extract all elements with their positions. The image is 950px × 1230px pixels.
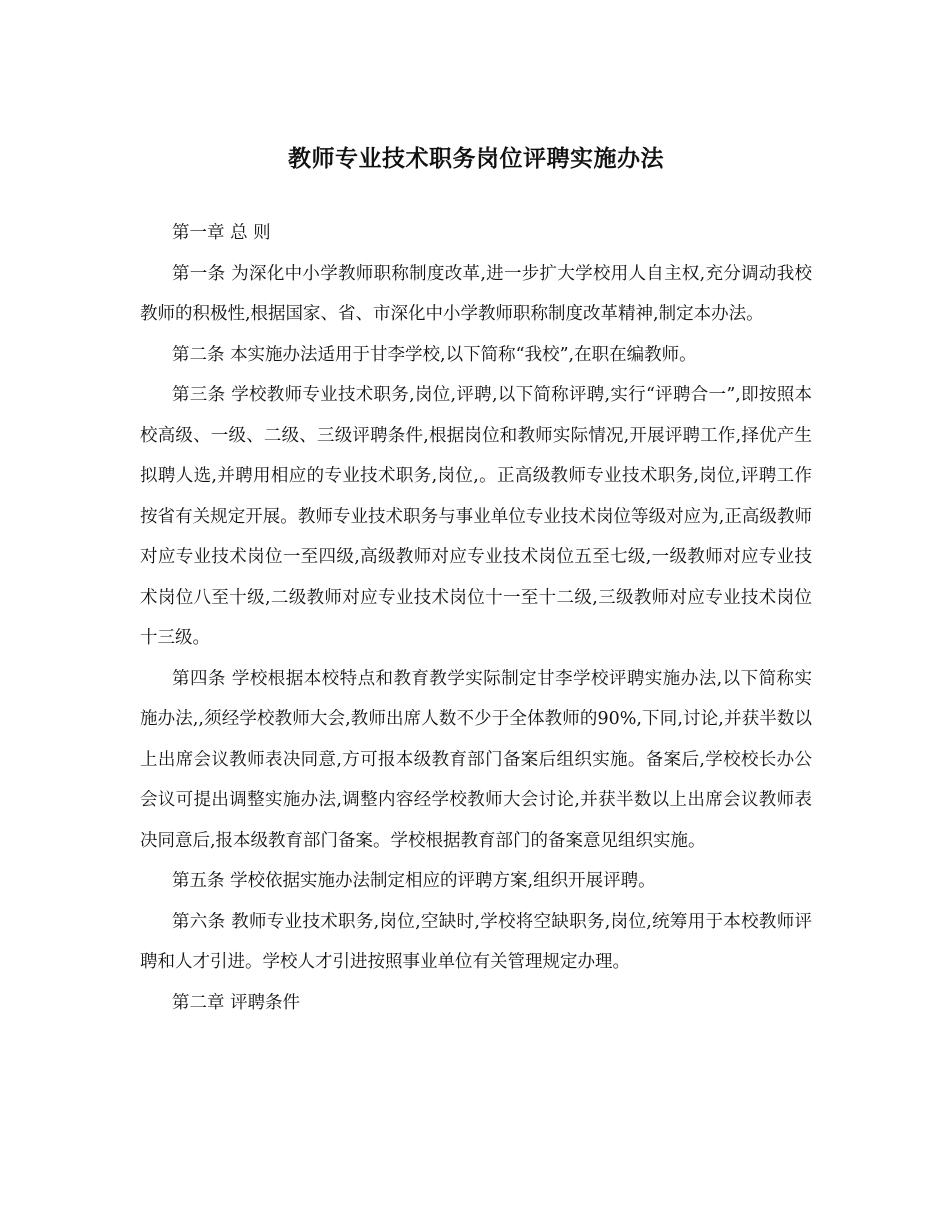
article-paragraph: 第六条 教师专业技术职务,岗位,空缺时,学校将空缺职务,岗位,统筹用于本校教师评聘和人才引进。学校人才引进按照事业单位有关管理规定办理。 — [140, 911, 812, 972]
article-paragraph: 第二条 本实施办法适用于甘李学校,以下简称“我校”,在职在编教师。 — [172, 344, 697, 365]
document-page — [140, 0, 812, 1023]
article-paragraph: 第三条 学校教师专业技术职务,岗位,评聘,以下简称评聘,实行“评聘合一”,即按照本校高级、一级、二级、三级评聘条件,根据岗位和教师实际情况,开展评聘工作,择优产生拟聘人选,并聘用相应的专业技术职务,岗位,。正高级教师专业技术职务,岗位,评聘工作按省有关规定开展。教师专业技术职务与事业单位专业技术岗位等级对应为,正高级教师对应专业技术岗位一至四级,高级教师对应专业技术岗位五至七级,一级教师对应专业技术岗位八至十级,二级教师对应专业技术岗位十一至十二级,三级教师对应专业技术岗位十三级。 — [140, 385, 812, 648]
document-title: 教师专业技术职务岗位评聘实施办法 — [288, 145, 664, 172]
article-paragraph: 第五条 学校依据实施办法制定相应的评聘方案,组织开展评聘。 — [172, 871, 656, 891]
document-body — [140, 213, 812, 1023]
chapter-heading: 第二章 评聘条件 — [172, 992, 301, 1013]
chapter-heading: 第一章 总 则 — [172, 223, 271, 243]
article-paragraph: 第四条 学校根据本校特点和教育教学实际制定甘李学校评聘实施办法,以下简称实施办法,,须经学校教师大会,教师出席人数不少于全体教师的90%,下同,讨论,并获半数以上出席会议教师表决同意,方可报本级教育部门备案后组织实施。备案后,学校校长办公会议可提出调整实施办法,调整内容经学校教师大会讨论,并获半数以上出席会议教师表决同意后,报本级教育部门备案。学校根据教育部门的备案意见组织实施。 — [140, 668, 812, 851]
article-paragraph: 第一条 为深化中小学教师职称制度改革,进一步扩大学校用人自主权,充分调动我校教师的积极性,根据国家、省、市深化中小学教师职称制度改革精神,制定本办法。 — [140, 263, 812, 324]
